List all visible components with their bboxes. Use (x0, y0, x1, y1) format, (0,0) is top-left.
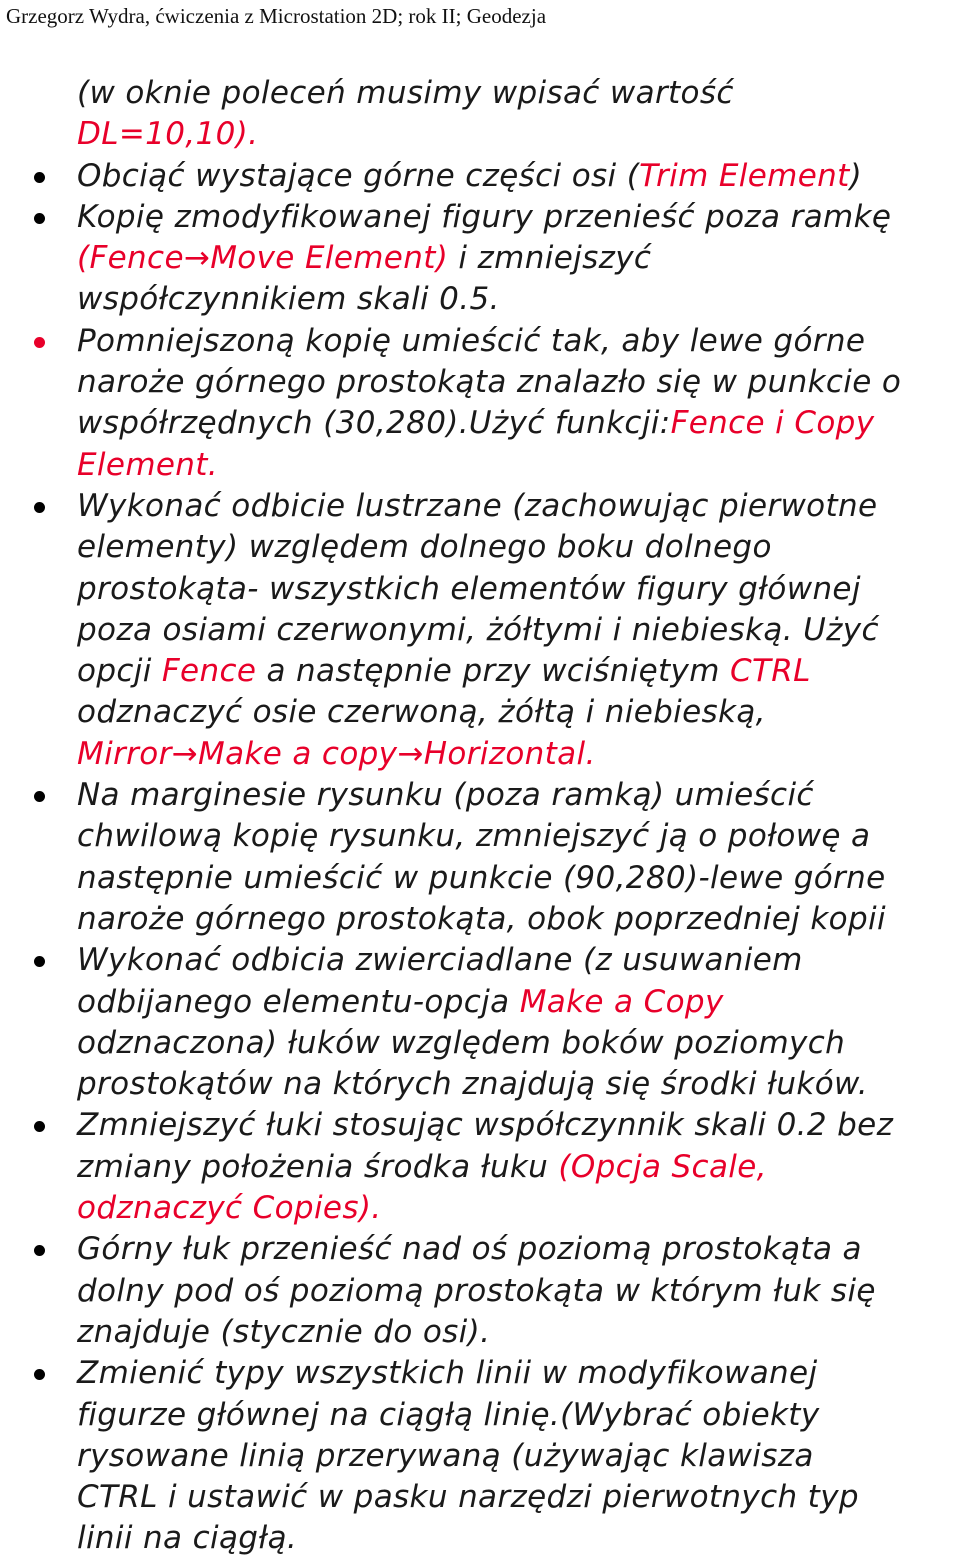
text-line (77, 156, 960, 197)
text-line: chwilową kopię rysunku, zmniejszyć ją o połowę a (77, 818, 871, 855)
bullet-icon (34, 337, 45, 348)
bullet-icon (34, 1245, 45, 1256)
command-name: Make a copy (198, 735, 398, 772)
text-line: dolny pod oś poziomą prostokąta w którym łuk się (77, 1272, 876, 1309)
text-line: Zmniejszyć łuki stosując współczynnik skali 0.2 bez (77, 1107, 894, 1144)
text-line: DL=10,10). (77, 116, 259, 153)
text-line: linii na ciągłą. (77, 1520, 298, 1557)
text-line: CTRL i ustawić w pasku narzędzi pierwotnych typ (77, 1479, 859, 1516)
text-line: Kopię zmodyfikowanej figury przenieść poza ramkę (77, 198, 892, 235)
text-run: i zmniejszyć (448, 240, 652, 277)
command-name: (Fence (77, 240, 184, 277)
text-line: odznaczyć Copies). (77, 1190, 382, 1227)
text-run: opcji (77, 653, 162, 690)
text-line: Pomniejszoną kopię umieścić tak, aby lewe górne (77, 322, 866, 359)
command-name: Fence i Copy (670, 405, 875, 442)
text-line (77, 734, 960, 775)
bullet-icon (34, 213, 45, 224)
bullet-icon (34, 172, 45, 183)
text-run: a następnie przy wciśniętym (256, 653, 730, 690)
text-line: Na marginesie rysunku (poza ramką) umieścić (77, 777, 814, 814)
command-name: Mirror (77, 735, 172, 772)
text-line: znajduje (stycznie do osi). (77, 1313, 491, 1350)
text-line: Górny łuk przenieść nad oś poziomą prostokąta a (77, 1231, 862, 1268)
text-line (77, 238, 960, 279)
text-line: rysowane linią przerywaną (używając klawisza (77, 1437, 814, 1474)
list-item-margin-copy (0, 775, 960, 940)
command-name: (Opcja Scale, (558, 1148, 767, 1185)
text-line: następnie umieścić w punkcie (90,280)-lewe górne (77, 859, 886, 896)
command-name: Trim Element (639, 157, 850, 194)
bullet-icon (34, 791, 45, 802)
text-run: współrzędnych (30,280).Użyć funkcji: (77, 405, 671, 442)
command-name: Fence (161, 653, 257, 690)
bullet-icon (34, 956, 45, 967)
text-line: Zmienić typy wszystkich linii w modyfikowanej (77, 1355, 818, 1392)
text-line: naroże górnego prostokąta znalazło się w punkcie o (77, 364, 902, 401)
text-line: współczynnikiem skali 0.5. (77, 281, 500, 318)
list-item-line-types (0, 1353, 960, 1559)
command-name: Horizontal. (423, 735, 596, 772)
text-line: elementy) względem dolnego boku dolnego (77, 529, 772, 566)
list-item-move-arcs (0, 1229, 960, 1353)
text-run: odbijanego elementu-opcja (77, 983, 520, 1020)
text-run: Obciąć wystające górne części osi ( (77, 157, 640, 194)
text-line: naroże górnego prostokąta, obok poprzedniej kopii (77, 900, 886, 937)
text-line: prostokątów na których znajdują się środki łuków. (77, 1066, 868, 1103)
instructions-list (0, 73, 960, 1560)
command-name: Move Element) (210, 240, 449, 277)
intro-paragraph (0, 73, 960, 156)
text-run: zmiany położenia środka łuku (77, 1148, 559, 1185)
text-line: odznaczyć osie czerwoną, żółtą i niebieską, (77, 694, 766, 731)
command-name: Make a Copy (519, 983, 724, 1020)
list-item-mirror-arcs (0, 940, 960, 1105)
text-line (77, 403, 960, 444)
command-name: CTRL (729, 653, 811, 690)
text-line: poza osiami czerwonymi, żółtymi i niebieską. Użyć (77, 611, 879, 648)
text-line (77, 1147, 960, 1188)
text-line: figurze głównej na ciągłą linię.(Wybrać obiekty (77, 1396, 820, 1433)
text-line: Wykonać odbicie lustrzane (zachowując pierwotne (77, 487, 878, 524)
bullet-icon (34, 502, 45, 513)
arrow-icon: → (397, 735, 424, 772)
text-line: Element. (77, 446, 218, 483)
bullet-icon (34, 1369, 45, 1380)
text-run: ) (849, 157, 863, 194)
list-item-scale-arcs (0, 1105, 960, 1229)
list-item-mirror (0, 486, 960, 775)
text-line (77, 651, 960, 692)
arrow-icon: → (171, 735, 198, 772)
text-line (77, 982, 960, 1023)
list-item-move-copy (0, 197, 960, 321)
list-item-place-copy (0, 321, 960, 486)
list-item-trim (0, 156, 960, 197)
page-header: Grzegorz Wydra, ćwiczenia z Microstation 2D; rok II; Geodezja (6, 4, 547, 28)
arrow-icon: → (183, 240, 211, 277)
bullet-icon (34, 1121, 45, 1132)
text-line: prostokąta- wszystkich elementów figury głównej (77, 570, 861, 607)
text-line: Wykonać odbicia zwierciadlane (z usuwaniem (77, 942, 803, 979)
text-line: (w oknie poleceń musimy wpisać wartość (77, 75, 734, 111)
text-line: odznaczona) łuków względem boków poziomych (77, 1024, 846, 1061)
